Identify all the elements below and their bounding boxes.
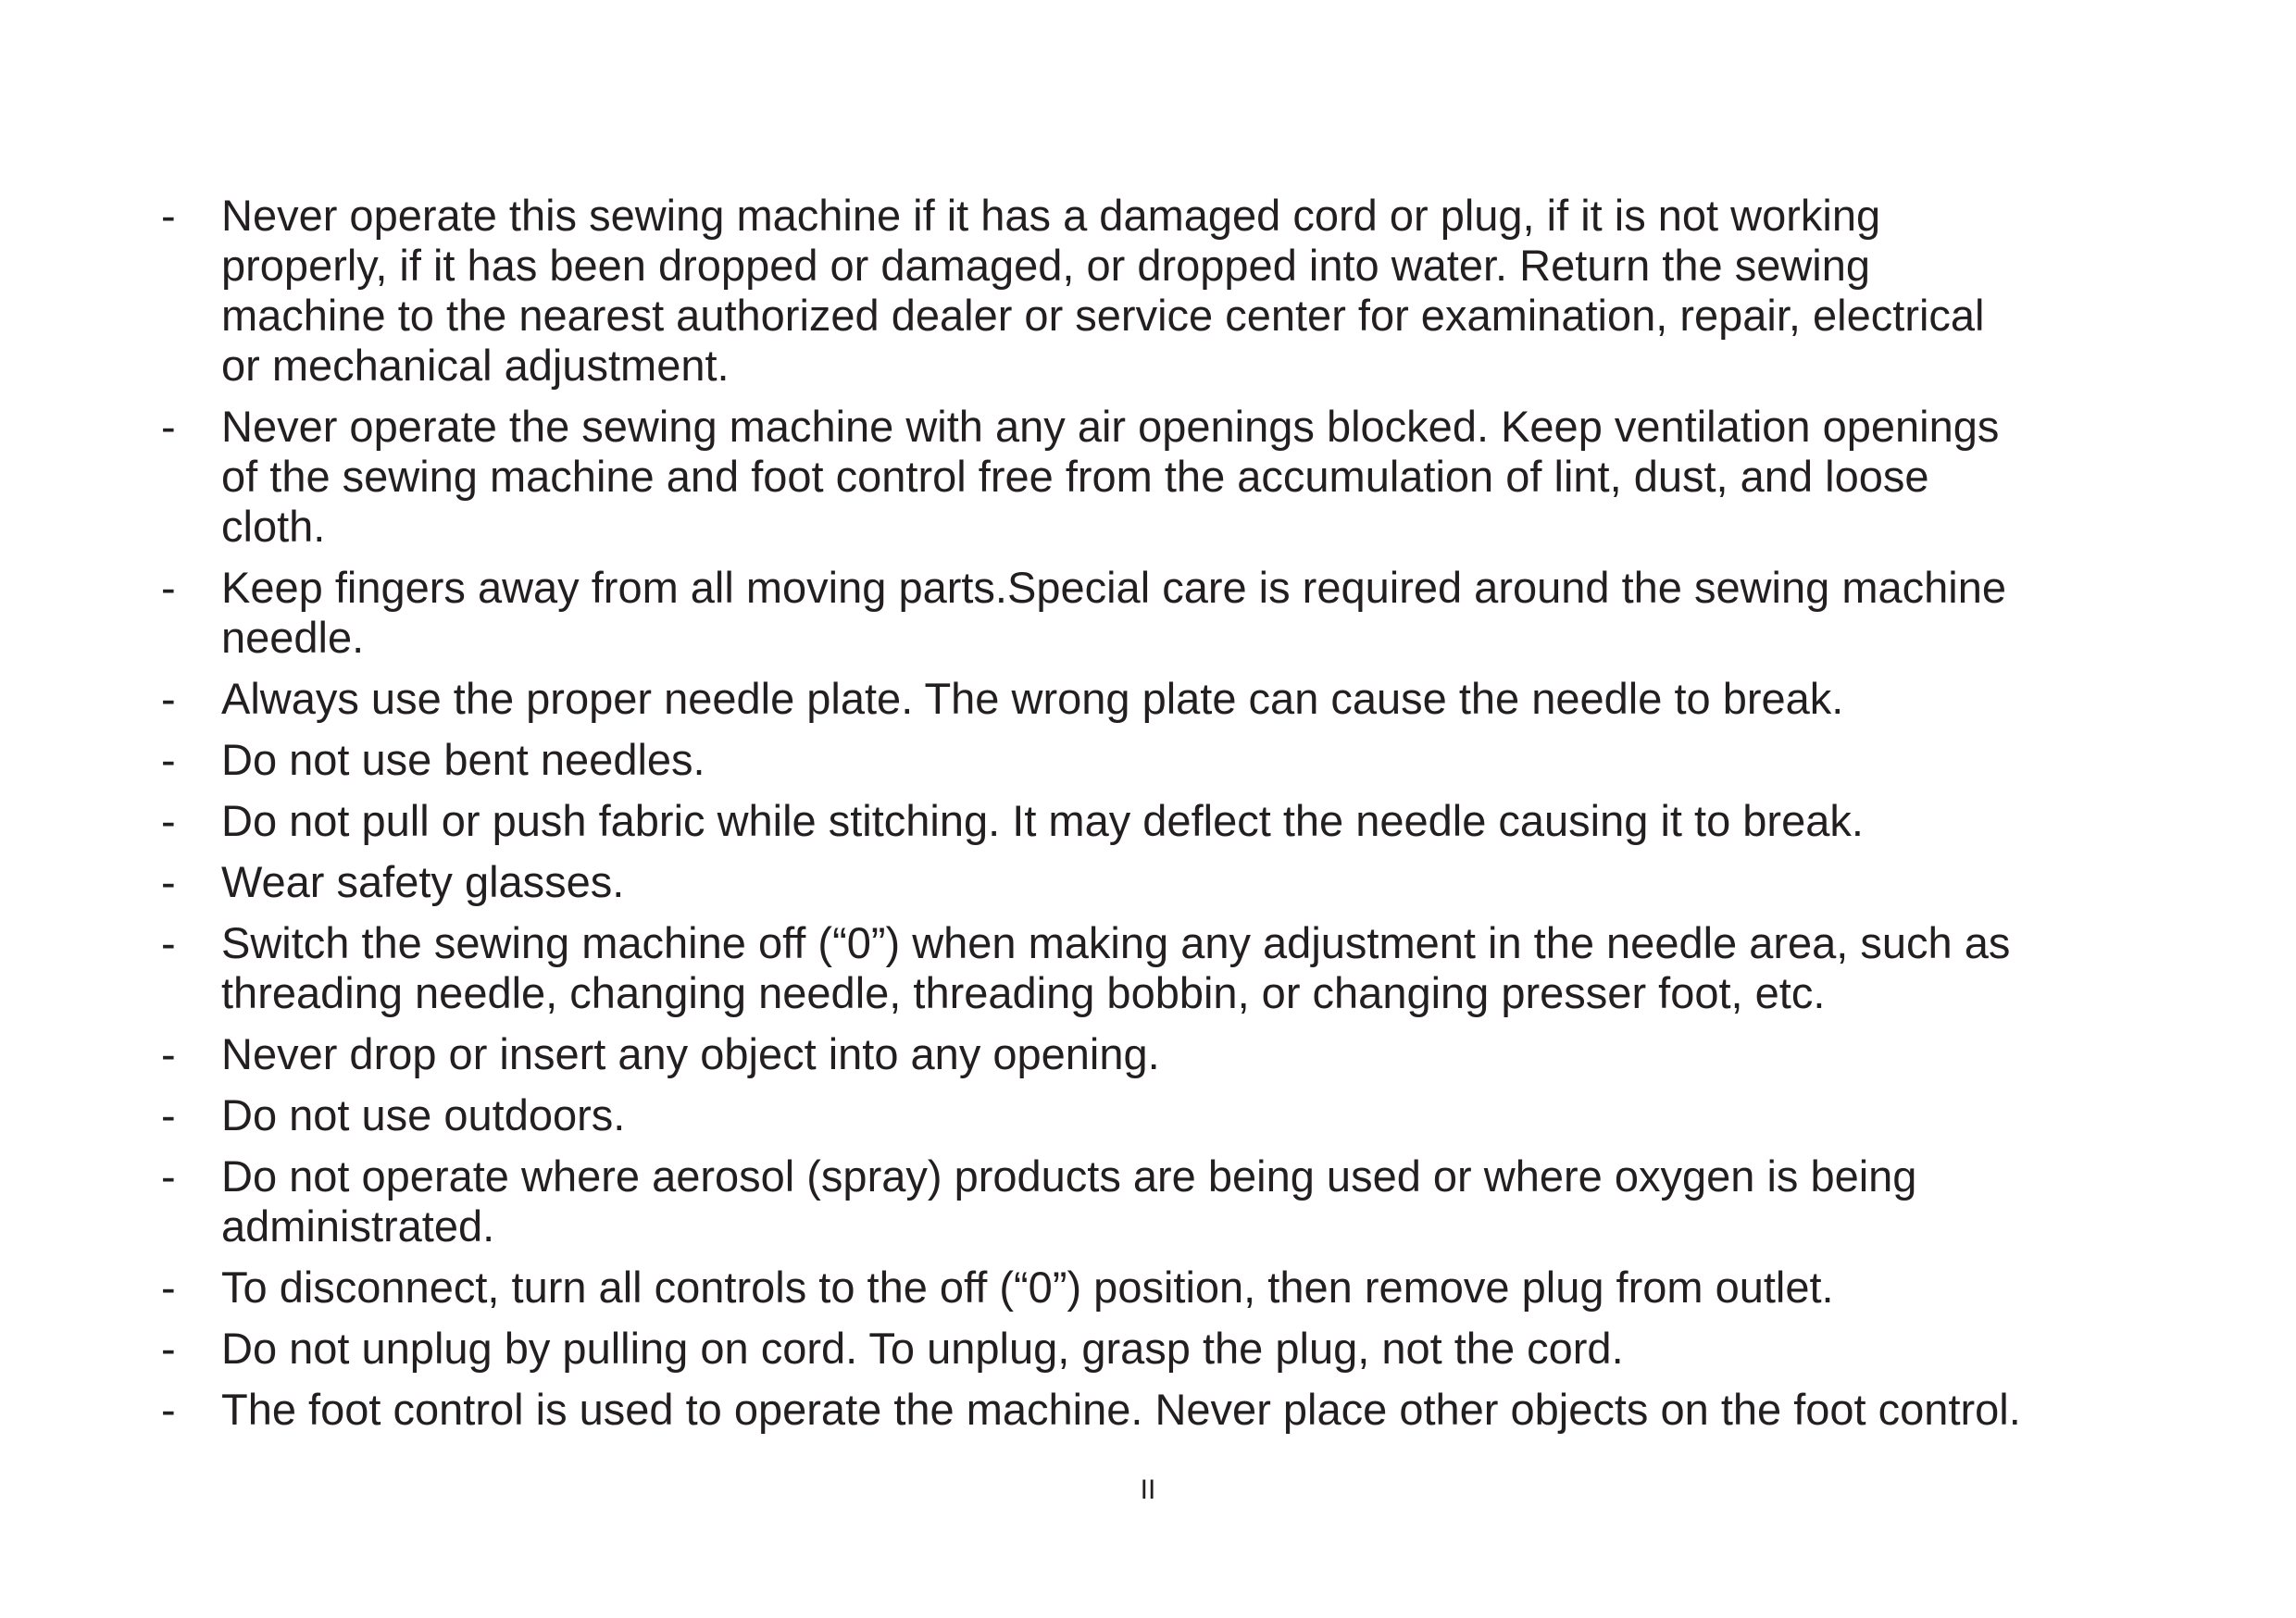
safety-item-12 <box>161 1263 2179 1313</box>
item-line: Do not pull or push fabric while stitching. It may deflect the needle causing it to break. <box>221 796 1864 845</box>
safety-item-9 <box>161 1029 2179 1079</box>
page-number: II <box>1140 1475 1156 1505</box>
safety-instructions-list <box>161 191 2179 1446</box>
item-line: Do not unplug by pulling on cord. To unplug, grasp the plug, not the cord. <box>221 1324 1624 1373</box>
list-dash: - <box>161 735 176 784</box>
item-line: Do not operate where aerosol (spray) products are being used or where oxygen is being <box>221 1151 1917 1201</box>
list-dash: - <box>161 918 176 967</box>
item-line: Do not use bent needles. <box>221 735 705 784</box>
safety-item-13 <box>161 1324 2179 1374</box>
list-dash: - <box>161 1090 176 1139</box>
list-dash: - <box>161 1385 176 1434</box>
list-dash: - <box>161 191 176 240</box>
safety-item-7 <box>161 857 2179 907</box>
list-dash: - <box>161 1151 176 1201</box>
safety-item-2 <box>161 402 2179 552</box>
list-dash: - <box>161 674 176 723</box>
item-line: Wear safety glasses. <box>221 857 625 906</box>
safety-item-6 <box>161 796 2179 846</box>
list-dash: - <box>161 857 176 906</box>
list-dash: - <box>161 796 176 845</box>
safety-item-3 <box>161 563 2179 663</box>
list-dash: - <box>161 1324 176 1373</box>
safety-item-5 <box>161 735 2179 785</box>
item-line: The foot control is used to operate the machine. Never place other objects on the foot control. <box>221 1385 2021 1434</box>
safety-item-10 <box>161 1090 2179 1140</box>
list-dash: - <box>161 1029 176 1078</box>
item-line: needle. <box>221 613 365 662</box>
item-line: administrated. <box>221 1201 495 1251</box>
safety-item-11 <box>161 1151 2179 1251</box>
list-dash: - <box>161 402 176 451</box>
item-line: machine to the nearest authorized dealer or service center for examination, repair, electrical <box>221 291 1985 340</box>
item-line: Keep fingers away from all moving parts.Special care is required around the sewing machine <box>221 563 2006 612</box>
item-line: threading needle, changing needle, threading bobbin, or changing presser foot, etc. <box>221 968 1826 1017</box>
item-line: Never operate the sewing machine with any air openings blocked. Keep ventilation openings <box>221 402 2000 451</box>
list-dash: - <box>161 1263 176 1312</box>
item-line: Never operate this sewing machine if it has a damaged cord or plug, if it is not working <box>221 191 1881 240</box>
item-line: Do not use outdoors. <box>221 1090 626 1139</box>
safety-item-8 <box>161 918 2179 1018</box>
item-line: Switch the sewing machine off (“0”) when making any adjustment in the needle area, such as <box>221 918 2011 967</box>
safety-item-4 <box>161 674 2179 724</box>
safety-item-14 <box>161 1385 2179 1435</box>
list-dash: - <box>161 563 176 612</box>
item-line: properly, if it has been dropped or damaged, or dropped into water. Return the sewing <box>221 241 1870 290</box>
item-line: To disconnect, turn all controls to the off (“0”) position, then remove plug from outlet. <box>221 1263 1834 1312</box>
item-line: of the sewing machine and foot control free from the accumulation of lint, dust, and loose <box>221 452 1929 501</box>
item-line: Always use the proper needle plate. The wrong plate can cause the needle to break. <box>221 674 1844 723</box>
safety-item-1 <box>161 191 2179 391</box>
item-line: cloth. <box>221 502 326 551</box>
item-line: Never drop or insert any object into any opening. <box>221 1029 1160 1078</box>
item-line: or mechanical adjustment. <box>221 341 730 390</box>
